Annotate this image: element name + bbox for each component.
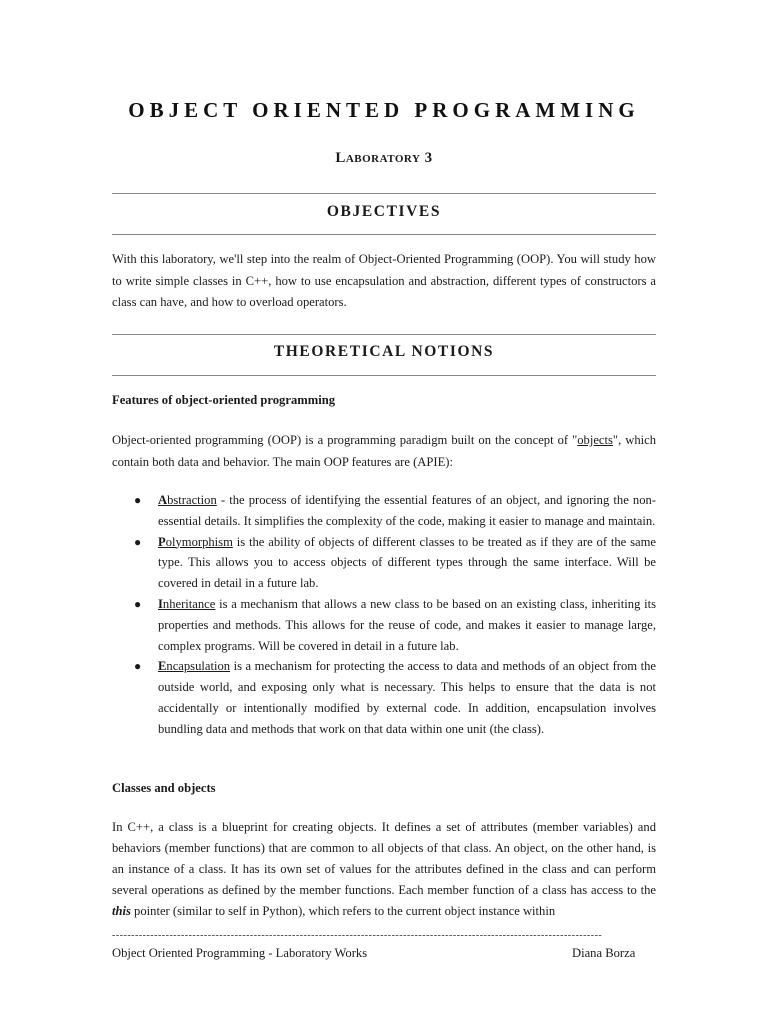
- divider: [112, 234, 656, 235]
- classes-text: pointer (similar to self in Python), which refers to the current object instance within: [130, 904, 556, 918]
- intro-text: ", which contain both data and behavior. The main OOP features are (APIE):: [112, 433, 656, 469]
- list-item: [112, 532, 656, 594]
- divider: [112, 193, 656, 194]
- classes-text: In C++, a class is a blueprint for creating objects. It defines a set of attributes (member variables) and behaviors (member functions) that are common to all objects of that class. An object, on the other hand, is an instance of a class. It has its own set of values for the attributes defined in the class and can perform several operations as defined by the member functions. Each member function of a class has access to the: [112, 820, 656, 897]
- divider: [112, 375, 656, 376]
- bullet-icon: ●: [134, 534, 142, 549]
- feature-description: - the process of identifying the essential features of an object, and ignoring the non-essential details. It simplifies the complexity of the code, making it easier to manage and maintain.: [158, 493, 656, 528]
- document-title: OBJECT ORIENTED PROGRAMMING: [128, 98, 640, 122]
- list-item: [112, 594, 656, 656]
- feature-description: is a mechanism that allows a new class to be based on an existing class, inheriting its properties and methods. This allows for the reuse of code, and makes it easier to manage large, complex programs. Will be covered in detail in a future lab.: [158, 596, 656, 653]
- feature-term: Inheritance: [158, 596, 216, 611]
- classes-paragraph: [112, 817, 656, 922]
- features-subheading: Features of object-oriented programming: [112, 393, 336, 407]
- intro-text: Object-oriented programming (OOP) is a programming paradigm built on the concept of ": [112, 433, 578, 447]
- objects-link[interactable]: objects: [577, 433, 613, 447]
- divider: [112, 334, 656, 335]
- theoretical-notions-heading: THEORETICAL NOTIONS: [273, 343, 495, 360]
- list-item: [112, 490, 656, 532]
- laboratory-subtitle: Laboratory 3: [335, 150, 433, 166]
- objectives-heading: OBJECTIVES: [326, 203, 442, 220]
- list-item: [112, 656, 656, 739]
- classes-subheading: Classes and objects: [112, 781, 216, 795]
- bullet-icon: ●: [134, 493, 142, 507]
- oop-intro-paragraph: [112, 430, 656, 473]
- feature-term: Polymorphism: [158, 534, 233, 549]
- footer-author: Diana Borza: [572, 946, 636, 960]
- feature-term: Abstraction: [158, 493, 217, 507]
- bullet-icon: ●: [134, 659, 142, 674]
- feature-term: Encapsulation: [158, 659, 231, 674]
- this-keyword: this: [112, 904, 131, 918]
- footer-course-title: Object Oriented Programming - Laboratory Works: [112, 946, 368, 960]
- bullet-icon: ●: [134, 596, 142, 611]
- footer-separator: --------------------------------------------------------------------------------------------------------------------------------: [112, 930, 603, 941]
- feature-description: is a mechanism for protecting the access to data and methods of an object from the outside world, and exposing only what is necessary. This helps to ensure that the data is not accidentally or intentionally modified by external code. In addition, encapsulation involves bundling data and methods that work on that data within one unit (the class).: [158, 659, 656, 736]
- feature-description: is the ability of objects of different classes to be treated as if they are of the same type. This allows you to access objects of different types through the same interface. Will be covered in detail in a future lab.: [158, 534, 656, 591]
- objectives-paragraph: With this laboratory, we'll step into the realm of Object-Oriented Programming (OOP). You will study how to write simple classes in C++, how to use encapsulation and abstraction, different types of constructors a class can have, and how to overload operators.: [112, 252, 656, 309]
- oop-features-list: [112, 490, 656, 740]
